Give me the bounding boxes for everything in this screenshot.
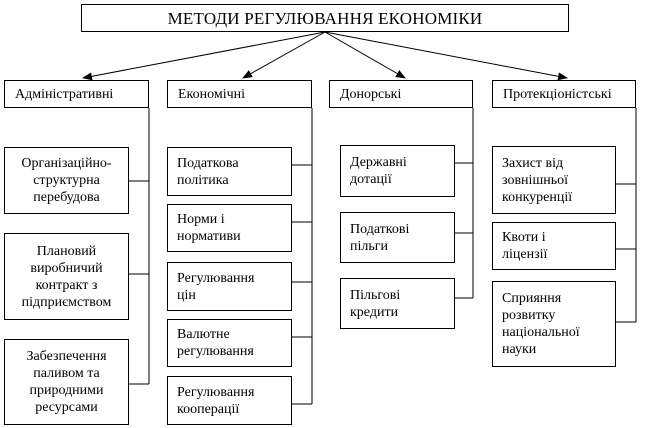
item-administrative-2: Плановий виробничий контракт з підприємством bbox=[4, 233, 129, 320]
category-donor: Донорські bbox=[329, 80, 473, 108]
item-administrative-1: Організаційно- структурна перебудова bbox=[4, 147, 129, 214]
item-protectionist-3: Сприяння розвитку національної науки bbox=[492, 281, 616, 367]
item-economic-2: Норми і нормативи bbox=[167, 204, 292, 252]
item-economic-1: Податкова політика bbox=[167, 147, 292, 196]
item-donor-3: Пільгові кредити bbox=[340, 278, 455, 329]
category-economic: Економічні bbox=[167, 80, 312, 108]
item-protectionist-2: Квоти і ліцензії bbox=[492, 222, 616, 270]
item-economic-5: Регулювання кооперації bbox=[167, 376, 292, 425]
item-economic-4: Валютне регулювання bbox=[167, 319, 292, 367]
arrow-to-administrative bbox=[83, 32, 325, 78]
item-donor-2: Податкові пільги bbox=[340, 212, 455, 263]
item-administrative-3: Забезпечення паливом та природними ресурсами bbox=[4, 339, 129, 425]
item-protectionist-1: Захист від зовнішньої конкуренції bbox=[492, 146, 616, 214]
arrow-to-protectionist bbox=[325, 32, 567, 78]
item-economic-3: Регулювання цін bbox=[167, 262, 292, 311]
diagram-title: МЕТОДИ РЕГУЛЮВАННЯ ЕКОНОМІКИ bbox=[81, 4, 569, 32]
category-protectionist: Протекціоністські bbox=[492, 80, 636, 108]
category-administrative: Адміністративні bbox=[4, 80, 149, 108]
arrow-to-donor bbox=[325, 32, 405, 78]
item-donor-1: Державні дотації bbox=[340, 145, 455, 197]
arrow-to-economic bbox=[243, 32, 325, 78]
